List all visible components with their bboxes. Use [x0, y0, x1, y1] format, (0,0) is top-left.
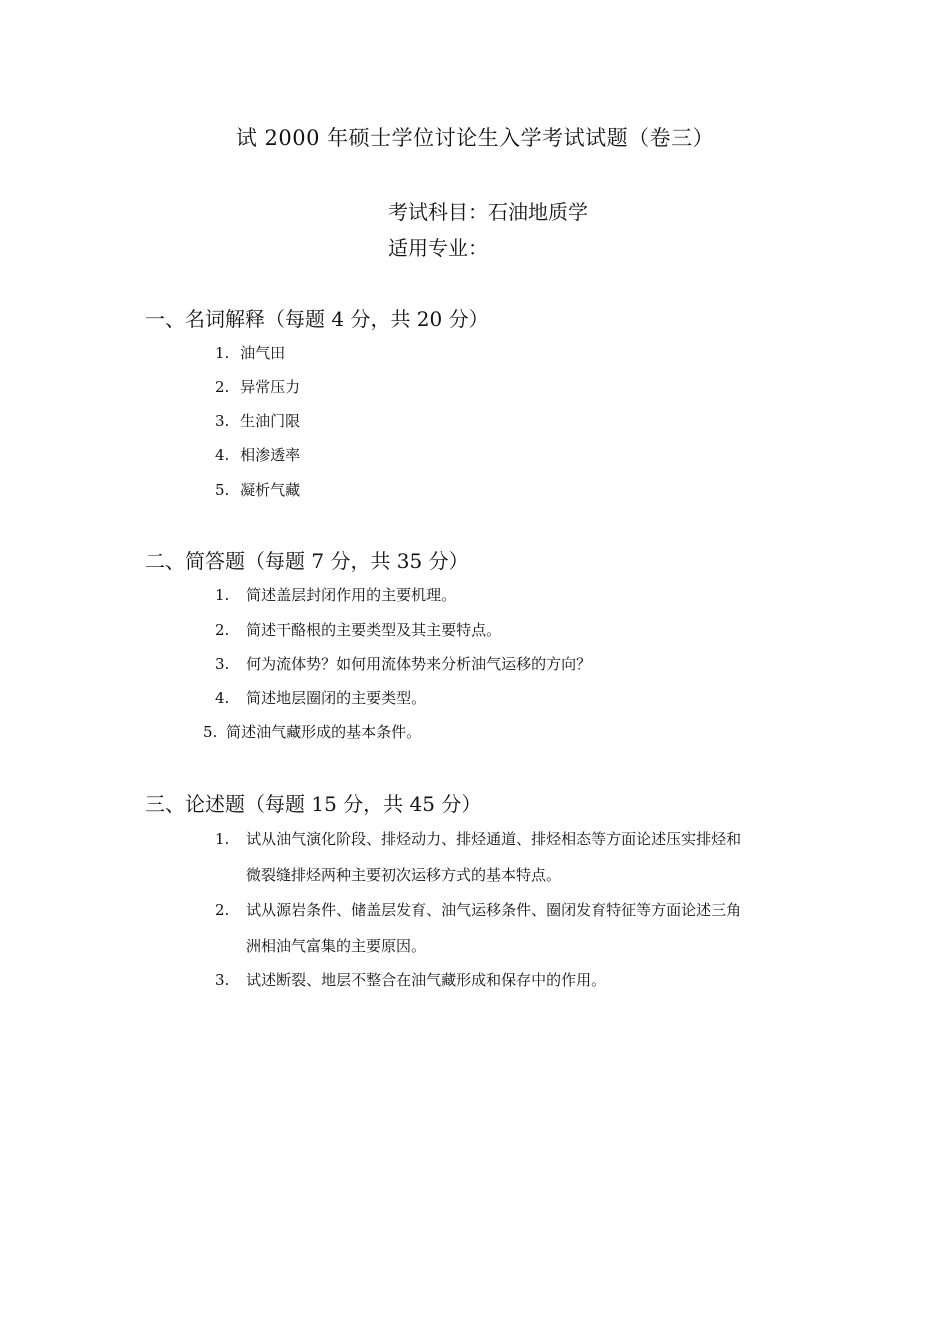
list-item	[215, 479, 300, 500]
item-text: 异常压力	[240, 378, 301, 396]
item-number: 1.	[215, 344, 230, 362]
list-item	[215, 376, 300, 397]
item-text-continuation: 微裂缝排烃两种主要初次运移方式的基本特点。	[246, 866, 562, 884]
item-number: 1.	[215, 586, 230, 604]
list-item	[215, 828, 741, 849]
exam-subject: 考试科目：石油地质学	[388, 200, 588, 224]
item-text: 相渗透率	[240, 446, 301, 464]
section-heading-term-definitions: 一、名词解释（每题 4 分，共 20 分）	[145, 307, 489, 331]
item-text: 试从源岩条件、储盖层发育、油气运移条件、圈闭发育特征等方面论述三角	[246, 901, 742, 919]
item-text: 简述油气藏形成的基本条件。	[226, 723, 422, 741]
item-text-continuation: 洲相油气富集的主要原因。	[246, 937, 427, 955]
exam-title: 试 2000 年硕士学位讨论生入学考试试题（卷三）	[235, 126, 715, 150]
item-text: 简述干酪根的主要类型及其主要特点。	[246, 621, 502, 639]
item-text: 何为流体势？如何用流体势来分析油气运移的方向？	[246, 655, 592, 673]
section-heading-short-answer: 二、简答题（每题 7 分，共 35 分）	[145, 549, 469, 573]
list-item	[215, 444, 300, 465]
list-item	[215, 687, 426, 708]
item-text: 简述盖层封闭作用的主要机理。	[246, 586, 457, 604]
item-number: 4.	[215, 689, 230, 707]
item-number: 1.	[215, 830, 230, 848]
item-number: 5.	[215, 481, 230, 499]
item-text: 简述地层圈闭的主要类型。	[246, 689, 427, 707]
list-item	[215, 969, 606, 990]
item-number: 3.	[215, 655, 230, 673]
item-text: 凝析气藏	[240, 481, 301, 499]
list-item	[215, 653, 591, 674]
item-text: 试述断裂、地层不整合在油气藏形成和保存中的作用。	[246, 971, 607, 989]
item-number: 2.	[215, 621, 230, 639]
list-item	[215, 342, 285, 363]
item-text: 试从油气演化阶段、排烃动力、排烃通道、排烃相态等方面论述压实排烃和	[246, 830, 742, 848]
list-item	[215, 899, 741, 920]
item-number: 3.	[215, 412, 230, 430]
list-item	[215, 410, 300, 431]
list-item	[203, 721, 421, 742]
item-number: 3.	[215, 971, 230, 989]
item-number: 4.	[215, 446, 230, 464]
list-item	[215, 584, 456, 605]
item-number: 2.	[215, 378, 230, 396]
section-heading-essay: 三、论述题（每题 15 分，共 45 分）	[145, 792, 482, 816]
item-number: 5.	[203, 723, 218, 741]
item-text: 油气田	[240, 344, 286, 362]
applicable-major: 适用专业：	[388, 236, 488, 260]
list-item	[215, 619, 501, 640]
item-text: 生油门限	[240, 412, 301, 430]
item-number: 2.	[215, 901, 230, 919]
